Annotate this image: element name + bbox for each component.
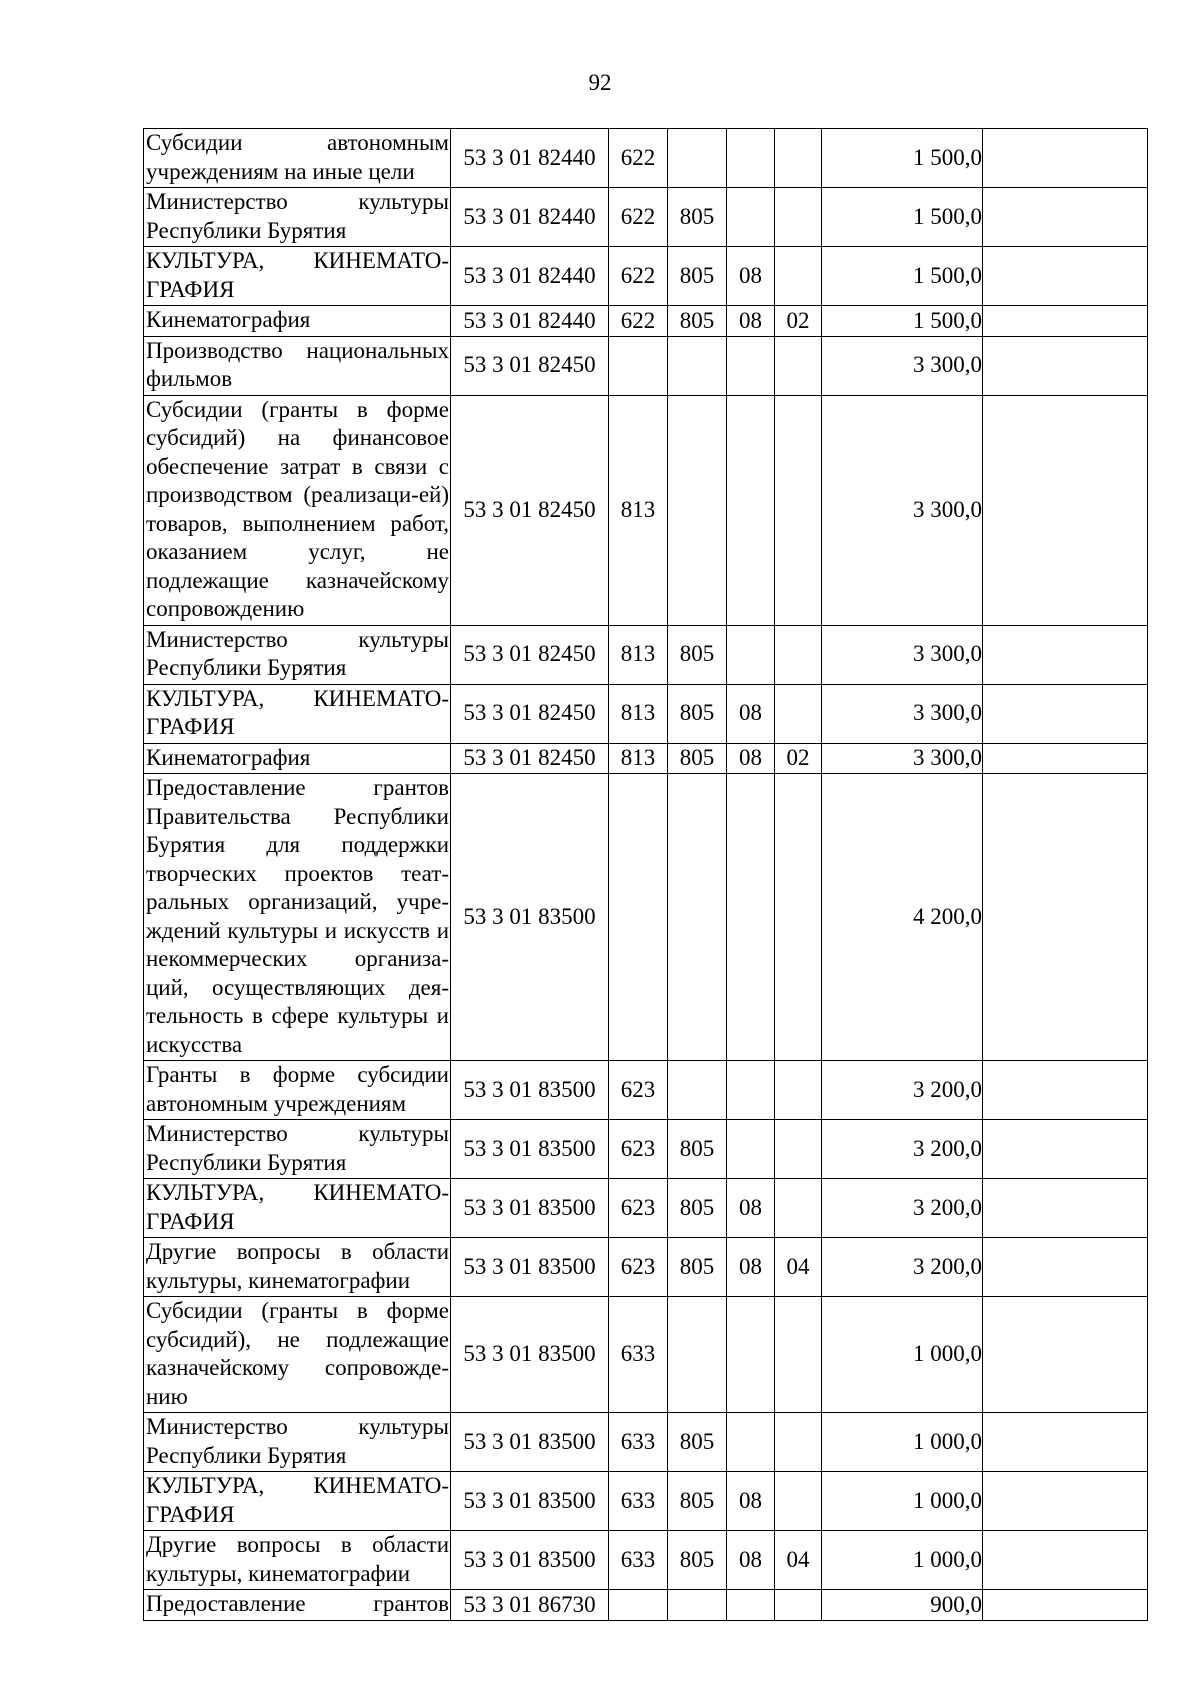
subsection-code-cell: 02 [775, 743, 822, 774]
subsection-code-cell [775, 188, 822, 247]
table-row [144, 336, 1148, 395]
amount-cell: 4 200,0 [822, 774, 983, 1061]
ministry-code-cell: 805 [668, 625, 727, 684]
row-name-cell: Предоставление грантов Правительства Республики Бурятия для поддержки творческих проектов теат-ральных организаций, учре-ждений культуры и искусств и некоммерческих организа-ций, осуществляющих дея-тельность в сфере культуры и искусства [144, 774, 451, 1061]
empty-cell [983, 743, 1148, 774]
table-row [144, 1590, 1148, 1621]
section-code-cell [727, 395, 775, 625]
ministry-code-cell: 805 [668, 1238, 727, 1297]
target-article-code-cell: 53 3 01 83500 [451, 1297, 609, 1413]
empty-cell [983, 1120, 1148, 1179]
subsection-code-cell [775, 336, 822, 395]
table-row [144, 1413, 1148, 1472]
expense-type-cell: 622 [609, 306, 668, 337]
table-row [144, 1472, 1148, 1531]
empty-cell [983, 1472, 1148, 1531]
empty-cell [983, 129, 1148, 188]
section-code-cell [727, 1061, 775, 1120]
expense-type-cell [609, 336, 668, 395]
target-article-code-cell: 53 3 01 82450 [451, 743, 609, 774]
section-code-cell: 08 [727, 1472, 775, 1531]
row-name-cell: КУЛЬТУРА, КИНЕМАТО-ГРАФИЯ [144, 1472, 451, 1531]
row-name-cell: Министерство культуры Республики Бурятия [144, 625, 451, 684]
ministry-code-cell: 805 [668, 743, 727, 774]
section-code-cell [727, 1297, 775, 1413]
table-row [144, 395, 1148, 625]
expense-type-cell: 623 [609, 1238, 668, 1297]
section-code-cell [727, 1413, 775, 1472]
amount-cell: 3 300,0 [822, 684, 983, 743]
ministry-code-cell [668, 1061, 727, 1120]
table-row [144, 1120, 1148, 1179]
empty-cell [983, 1590, 1148, 1621]
ministry-code-cell: 805 [668, 1179, 727, 1238]
empty-cell [983, 336, 1148, 395]
row-name-cell: Министерство культуры Республики Бурятия [144, 188, 451, 247]
subsection-code-cell [775, 395, 822, 625]
expense-type-cell: 813 [609, 395, 668, 625]
amount-cell: 1 500,0 [822, 306, 983, 337]
expense-type-cell [609, 1590, 668, 1621]
section-code-cell: 08 [727, 743, 775, 774]
empty-cell [983, 395, 1148, 625]
expense-type-cell: 813 [609, 743, 668, 774]
expense-type-cell: 633 [609, 1472, 668, 1531]
expense-type-cell: 813 [609, 684, 668, 743]
section-code-cell [727, 129, 775, 188]
amount-cell: 1 000,0 [822, 1531, 983, 1590]
section-code-cell [727, 188, 775, 247]
empty-cell [983, 1297, 1148, 1413]
expense-type-cell: 633 [609, 1531, 668, 1590]
target-article-code-cell: 53 3 01 83500 [451, 1413, 609, 1472]
table-row [144, 774, 1148, 1061]
ministry-code-cell: 805 [668, 306, 727, 337]
row-name-cell: Предоставление грантов [144, 1590, 451, 1621]
target-article-code-cell: 53 3 01 82440 [451, 129, 609, 188]
row-name-cell: Кинематография [144, 306, 451, 337]
row-name-cell: Субсидии (гранты в форме субсидий) на финансовое обеспечение затрат в связи с производством (реализаци-ей) товаров, выполнением работ, оказанием услуг, не подлежащие казначейскому сопровождению [144, 395, 451, 625]
amount-cell: 1 500,0 [822, 188, 983, 247]
section-code-cell: 08 [727, 1531, 775, 1590]
subsection-code-cell [775, 625, 822, 684]
section-code-cell [727, 774, 775, 1061]
table-row [144, 306, 1148, 337]
row-name-cell: Кинематография [144, 743, 451, 774]
ministry-code-cell: 805 [668, 1120, 727, 1179]
section-code-cell [727, 1120, 775, 1179]
target-article-code-cell: 53 3 01 82440 [451, 247, 609, 306]
ministry-code-cell [668, 774, 727, 1061]
expense-type-cell: 633 [609, 1413, 668, 1472]
section-code-cell: 08 [727, 1238, 775, 1297]
subsection-code-cell [775, 1061, 822, 1120]
budget-table-body [144, 129, 1148, 1621]
expense-type-cell: 623 [609, 1120, 668, 1179]
amount-cell: 3 200,0 [822, 1179, 983, 1238]
row-name-cell: Другие вопросы в области культуры, кинематографии [144, 1531, 451, 1590]
subsection-code-cell [775, 1590, 822, 1621]
amount-cell: 3 300,0 [822, 395, 983, 625]
expense-type-cell: 623 [609, 1179, 668, 1238]
table-row [144, 684, 1148, 743]
section-code-cell: 08 [727, 306, 775, 337]
table-row [144, 1179, 1148, 1238]
empty-cell [983, 1061, 1148, 1120]
target-article-code-cell: 53 3 01 82450 [451, 625, 609, 684]
empty-cell [983, 1413, 1148, 1472]
expense-type-cell: 623 [609, 1061, 668, 1120]
ministry-code-cell [668, 336, 727, 395]
subsection-code-cell [775, 684, 822, 743]
target-article-code-cell: 53 3 01 82450 [451, 395, 609, 625]
empty-cell [983, 306, 1148, 337]
amount-cell: 3 300,0 [822, 625, 983, 684]
amount-cell: 1 000,0 [822, 1472, 983, 1531]
row-name-cell: Субсидии автономным учреждениям на иные цели [144, 129, 451, 188]
section-code-cell [727, 1590, 775, 1621]
empty-cell [983, 188, 1148, 247]
table-row [144, 1238, 1148, 1297]
table-row [144, 129, 1148, 188]
table-row [144, 1061, 1148, 1120]
ministry-code-cell: 805 [668, 1413, 727, 1472]
expense-type-cell: 622 [609, 129, 668, 188]
subsection-code-cell [775, 1120, 822, 1179]
subsection-code-cell [775, 129, 822, 188]
amount-cell: 3 200,0 [822, 1238, 983, 1297]
target-article-code-cell: 53 3 01 83500 [451, 1120, 609, 1179]
amount-cell: 1 500,0 [822, 247, 983, 306]
subsection-code-cell: 04 [775, 1238, 822, 1297]
target-article-code-cell: 53 3 01 82440 [451, 306, 609, 337]
row-name-cell: КУЛЬТУРА, КИНЕМАТО-ГРАФИЯ [144, 247, 451, 306]
amount-cell: 3 200,0 [822, 1120, 983, 1179]
target-article-code-cell: 53 3 01 82450 [451, 336, 609, 395]
amount-cell: 3 300,0 [822, 336, 983, 395]
section-code-cell [727, 336, 775, 395]
row-name-cell: КУЛЬТУРА, КИНЕМАТО-ГРАФИЯ [144, 684, 451, 743]
target-article-code-cell: 53 3 01 86730 [451, 1590, 609, 1621]
table-row [144, 247, 1148, 306]
section-code-cell: 08 [727, 684, 775, 743]
target-article-code-cell: 53 3 01 83500 [451, 1531, 609, 1590]
empty-cell [983, 1238, 1148, 1297]
empty-cell [983, 247, 1148, 306]
expense-type-cell: 622 [609, 188, 668, 247]
section-code-cell: 08 [727, 1179, 775, 1238]
ministry-code-cell: 805 [668, 684, 727, 743]
ministry-code-cell [668, 1590, 727, 1621]
table-row [144, 188, 1148, 247]
ministry-code-cell: 805 [668, 1472, 727, 1531]
ministry-code-cell [668, 395, 727, 625]
expense-type-cell [609, 774, 668, 1061]
ministry-code-cell: 805 [668, 1531, 727, 1590]
ministry-code-cell: 805 [668, 188, 727, 247]
table-row [144, 625, 1148, 684]
amount-cell: 3 300,0 [822, 743, 983, 774]
target-article-code-cell: 53 3 01 83500 [451, 774, 609, 1061]
amount-cell: 1 000,0 [822, 1297, 983, 1413]
table-row [144, 743, 1148, 774]
target-article-code-cell: 53 3 01 83500 [451, 1061, 609, 1120]
subsection-code-cell [775, 247, 822, 306]
subsection-code-cell: 02 [775, 306, 822, 337]
empty-cell [983, 625, 1148, 684]
row-name-cell: Субсидии (гранты в форме субсидий), не подлежащие казначейскому сопровожде-нию [144, 1297, 451, 1413]
target-article-code-cell: 53 3 01 83500 [451, 1179, 609, 1238]
subsection-code-cell [775, 774, 822, 1061]
expense-type-cell: 633 [609, 1297, 668, 1413]
amount-cell: 900,0 [822, 1590, 983, 1621]
ministry-code-cell: 805 [668, 247, 727, 306]
amount-cell: 1 000,0 [822, 1413, 983, 1472]
expense-type-cell: 813 [609, 625, 668, 684]
table-row [144, 1297, 1148, 1413]
row-name-cell: Производство национальных фильмов [144, 336, 451, 395]
row-name-cell: Министерство культуры Республики Бурятия [144, 1120, 451, 1179]
target-article-code-cell: 53 3 01 82440 [451, 188, 609, 247]
subsection-code-cell [775, 1472, 822, 1531]
target-article-code-cell: 53 3 01 83500 [451, 1472, 609, 1531]
row-name-cell: Министерство культуры Республики Бурятия [144, 1413, 451, 1472]
ministry-code-cell [668, 129, 727, 188]
empty-cell [983, 1179, 1148, 1238]
empty-cell [983, 1531, 1148, 1590]
table-row [144, 1531, 1148, 1590]
target-article-code-cell: 53 3 01 83500 [451, 1238, 609, 1297]
row-name-cell: КУЛЬТУРА, КИНЕМАТО-ГРАФИЯ [144, 1179, 451, 1238]
budget-table [143, 128, 1148, 1621]
amount-cell: 3 200,0 [822, 1061, 983, 1120]
expense-type-cell: 622 [609, 247, 668, 306]
target-article-code-cell: 53 3 01 82450 [451, 684, 609, 743]
empty-cell [983, 684, 1148, 743]
subsection-code-cell: 04 [775, 1531, 822, 1590]
row-name-cell: Другие вопросы в области культуры, кинематографии [144, 1238, 451, 1297]
subsection-code-cell [775, 1413, 822, 1472]
subsection-code-cell [775, 1297, 822, 1413]
page-number: 92 [588, 70, 612, 95]
ministry-code-cell [668, 1297, 727, 1413]
empty-cell [983, 774, 1148, 1061]
section-code-cell: 08 [727, 247, 775, 306]
row-name-cell: Гранты в форме субсидии автономным учреждениям [144, 1061, 451, 1120]
section-code-cell [727, 625, 775, 684]
amount-cell: 1 500,0 [822, 129, 983, 188]
subsection-code-cell [775, 1179, 822, 1238]
